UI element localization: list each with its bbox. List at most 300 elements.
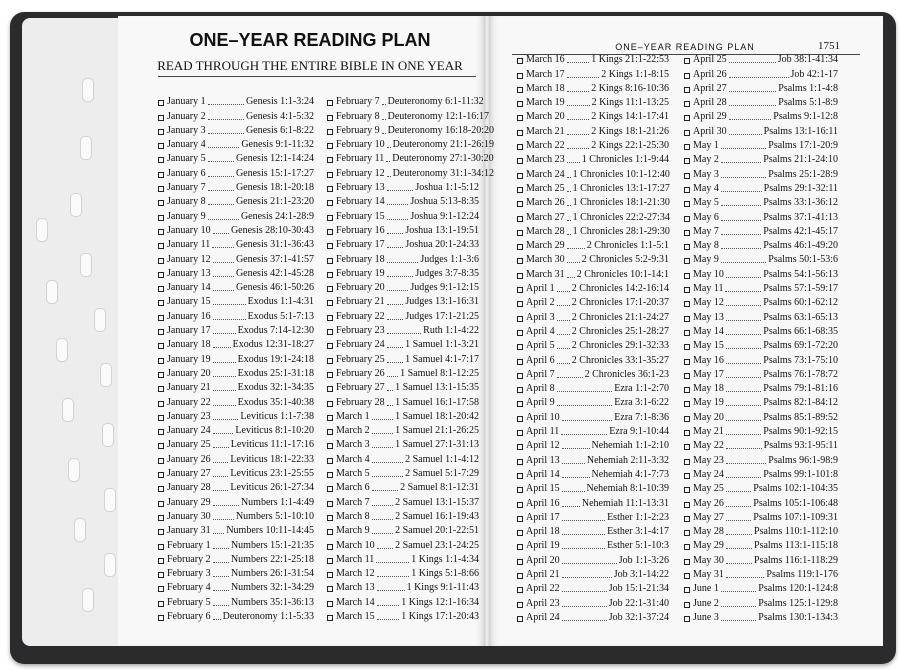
reading-entry — [684, 367, 838, 381]
dot-leader — [726, 377, 761, 378]
checkbox-icon[interactable] — [158, 229, 164, 235]
checkbox-icon[interactable] — [327, 443, 333, 449]
reading-date: January 14 — [167, 282, 211, 294]
dot-leader — [387, 176, 391, 177]
checkbox-icon[interactable] — [327, 129, 333, 135]
checkbox-icon[interactable] — [158, 458, 164, 464]
reading-passage: 1 Chronicles 1:1-9:44 — [581, 154, 669, 166]
checkbox-icon[interactable] — [327, 143, 333, 149]
checkbox-icon[interactable] — [517, 273, 523, 279]
checkbox-icon[interactable] — [158, 200, 164, 206]
reading-date: January 19 — [167, 353, 211, 365]
checkbox-icon[interactable] — [327, 472, 333, 478]
checkbox-icon[interactable] — [158, 300, 164, 306]
reading-date: January 27 — [167, 468, 211, 480]
dot-leader — [567, 205, 571, 206]
checkbox-icon[interactable] — [517, 444, 523, 450]
reading-entry — [158, 466, 314, 480]
dot-leader — [213, 490, 229, 491]
checkbox-icon[interactable] — [517, 416, 523, 422]
reading-entry — [684, 295, 838, 309]
reading-date: January 30 — [167, 510, 211, 522]
checkbox-icon[interactable] — [517, 173, 523, 179]
checkbox-icon[interactable] — [684, 559, 690, 565]
dot-leader — [372, 419, 394, 420]
reading-date: March 5 — [336, 468, 370, 480]
reading-entry — [327, 552, 479, 566]
dot-leader — [387, 376, 399, 377]
checkbox-icon[interactable] — [517, 502, 523, 508]
checkbox-icon[interactable] — [158, 544, 164, 550]
dot-leader — [562, 491, 585, 492]
reading-passage: Deuteronomy 21:1-26:19 — [392, 139, 494, 151]
reading-entry — [684, 338, 838, 352]
checkbox-icon[interactable] — [158, 601, 164, 607]
thumb-index-tab — [68, 458, 80, 482]
checkbox-icon[interactable] — [517, 373, 523, 379]
reading-passage: Joshua 20:1-24:33 — [405, 239, 479, 251]
checkbox-icon[interactable] — [327, 229, 333, 235]
reading-entry — [158, 237, 314, 251]
checkbox-icon[interactable] — [684, 430, 690, 436]
checkbox-icon[interactable] — [158, 472, 164, 478]
plan-subtitle: READ THROUGH THE ENTIRE BIBLE IN ONE YEAR — [157, 58, 463, 73]
reading-entry — [327, 251, 479, 265]
checkbox-icon[interactable] — [327, 586, 333, 592]
checkbox-icon[interactable] — [158, 358, 164, 364]
reading-date: January 21 — [167, 382, 211, 394]
checkbox-icon[interactable] — [158, 401, 164, 407]
dot-leader — [721, 248, 761, 249]
reading-date: April 4 — [526, 325, 555, 337]
checkbox-icon[interactable] — [158, 486, 164, 492]
reading-date: January 16 — [167, 310, 211, 322]
checkbox-icon[interactable] — [327, 386, 333, 392]
checkbox-icon[interactable] — [327, 501, 333, 507]
checkbox-icon[interactable] — [327, 258, 333, 264]
checkbox-icon[interactable] — [158, 129, 164, 135]
checkbox-icon[interactable] — [517, 602, 523, 608]
dot-leader — [567, 262, 580, 263]
checkbox-icon[interactable] — [327, 172, 333, 178]
thumb-index-tab — [82, 78, 94, 102]
reading-date: March 23 — [526, 154, 565, 166]
dot-leader — [557, 377, 583, 378]
reading-entry — [327, 223, 479, 237]
dot-leader — [726, 405, 761, 406]
checkbox-icon[interactable] — [327, 515, 333, 521]
checkbox-icon[interactable] — [517, 115, 523, 121]
dot-leader — [726, 534, 752, 535]
reading-entry — [327, 151, 494, 165]
checkbox-icon[interactable] — [684, 287, 690, 293]
checkbox-icon[interactable] — [684, 230, 690, 236]
reading-date: February 6 — [167, 610, 211, 622]
checkbox-icon[interactable] — [517, 244, 523, 250]
checkbox-icon[interactable] — [517, 87, 523, 93]
reading-date: February 26 — [336, 367, 385, 379]
checkbox-icon[interactable] — [327, 429, 333, 435]
checkbox-icon[interactable] — [684, 87, 690, 93]
checkbox-icon[interactable] — [327, 343, 333, 349]
checkbox-icon[interactable] — [684, 244, 690, 250]
checkbox-icon[interactable] — [327, 401, 333, 407]
checkbox-icon[interactable] — [327, 544, 333, 550]
reading-passage: Ezra 7:1-8:36 — [614, 411, 669, 423]
reading-passage: Leviticus 11:1-17:16 — [230, 439, 314, 451]
checkbox-icon[interactable] — [158, 343, 164, 349]
reading-entry — [517, 195, 669, 209]
checkbox-icon[interactable] — [684, 130, 690, 136]
dot-leader — [213, 462, 229, 463]
reading-entry — [327, 437, 479, 451]
dot-leader — [208, 161, 234, 162]
checkbox-icon[interactable] — [158, 172, 164, 178]
checkbox-icon[interactable] — [684, 58, 690, 64]
reading-date: March 6 — [336, 482, 370, 494]
reading-passage: Psalms 54:1-56:13 — [763, 268, 838, 280]
reading-passage: Psalms 25:1-28:9 — [768, 168, 838, 180]
checkbox-icon[interactable] — [158, 258, 164, 264]
checkbox-icon[interactable] — [684, 444, 690, 450]
checkbox-icon[interactable] — [158, 100, 164, 106]
reading-date: March 24 — [526, 168, 565, 180]
checkbox-icon[interactable] — [684, 516, 690, 522]
checkbox-icon[interactable] — [158, 315, 164, 321]
reading-date: April 9 — [526, 397, 555, 409]
checkbox-icon[interactable] — [517, 316, 523, 322]
reading-entry — [517, 567, 669, 581]
checkbox-icon[interactable] — [158, 415, 164, 421]
dot-leader — [729, 119, 772, 120]
checkbox-icon[interactable] — [517, 130, 523, 136]
checkbox-icon[interactable] — [684, 158, 690, 164]
checkbox-icon[interactable] — [684, 187, 690, 193]
checkbox-icon[interactable] — [517, 158, 523, 164]
reading-passage: 2 Chronicles 36:1-23 — [584, 368, 669, 380]
checkbox-icon[interactable] — [517, 216, 523, 222]
reading-date: February 18 — [336, 253, 385, 265]
checkbox-icon[interactable] — [684, 359, 690, 365]
checkbox-icon[interactable] — [158, 215, 164, 221]
reading-passage: 2 Chronicles 17:1-20:37 — [571, 297, 669, 309]
reading-passage: Deuteronomy 6:1-11:32 — [387, 96, 484, 108]
checkbox-icon[interactable] — [517, 359, 523, 365]
checkbox-icon[interactable] — [327, 615, 333, 621]
checkbox-icon[interactable] — [517, 344, 523, 350]
checkbox-icon[interactable] — [684, 273, 690, 279]
checkbox-icon[interactable] — [158, 529, 164, 535]
checkbox-icon[interactable] — [517, 573, 523, 579]
checkbox-icon[interactable] — [327, 100, 333, 106]
checkbox-icon[interactable] — [327, 572, 333, 578]
reading-entry — [517, 467, 669, 481]
checkbox-icon[interactable] — [517, 201, 523, 207]
checkbox-icon[interactable] — [684, 344, 690, 350]
reading-date: January 6 — [167, 167, 206, 179]
checkbox-icon[interactable] — [517, 544, 523, 550]
checkbox-icon[interactable] — [327, 300, 333, 306]
dot-leader — [567, 162, 580, 163]
checkbox-icon[interactable] — [684, 316, 690, 322]
reading-date: April 28 — [693, 97, 727, 109]
reading-date: April 3 — [526, 311, 555, 323]
dot-leader — [721, 262, 766, 263]
checkbox-icon[interactable] — [517, 587, 523, 593]
checkbox-icon[interactable] — [517, 301, 523, 307]
checkbox-icon[interactable] — [684, 544, 690, 550]
checkbox-icon[interactable] — [517, 516, 523, 522]
checkbox-icon[interactable] — [517, 387, 523, 393]
reading-date: May 28 — [693, 526, 724, 538]
dot-leader — [213, 262, 234, 263]
checkbox-icon[interactable] — [684, 258, 690, 264]
reading-date: January 2 — [167, 110, 206, 122]
checkbox-icon[interactable] — [158, 501, 164, 507]
checkbox-icon[interactable] — [684, 401, 690, 407]
reading-date: March 7 — [336, 496, 370, 508]
checkbox-icon[interactable] — [327, 272, 333, 278]
reading-passage: Ezra 1:1-2:70 — [614, 383, 669, 395]
checkbox-icon[interactable] — [327, 415, 333, 421]
reading-date: February 19 — [336, 267, 385, 279]
reading-entry — [684, 138, 838, 152]
checkbox-icon[interactable] — [158, 157, 164, 163]
checkbox-icon[interactable] — [327, 157, 333, 163]
checkbox-icon[interactable] — [327, 529, 333, 535]
checkbox-icon[interactable] — [158, 515, 164, 521]
reading-passage: Psalms 96:1-98:9 — [768, 454, 838, 466]
reading-date: January 12 — [167, 253, 211, 265]
checkbox-icon[interactable] — [327, 486, 333, 492]
reading-entry — [684, 95, 838, 109]
reading-date: June 1 — [693, 583, 719, 595]
reading-date: April 25 — [693, 54, 727, 66]
dot-leader — [213, 233, 229, 234]
checkbox-icon[interactable] — [684, 373, 690, 379]
checkbox-icon[interactable] — [684, 73, 690, 79]
reading-passage: 1 Kings 9:1-11:43 — [406, 582, 479, 594]
checkbox-icon[interactable] — [684, 587, 690, 593]
checkbox-icon[interactable] — [327, 215, 333, 221]
reading-entry — [158, 437, 314, 451]
dot-leader — [213, 376, 236, 377]
checkbox-icon[interactable] — [517, 187, 523, 193]
checkbox-icon[interactable] — [517, 330, 523, 336]
checkbox-icon[interactable] — [327, 315, 333, 321]
checkbox-icon[interactable] — [158, 329, 164, 335]
checkbox-icon[interactable] — [327, 329, 333, 335]
checkbox-icon[interactable] — [684, 616, 690, 622]
reading-column-3 — [517, 52, 669, 624]
dot-leader — [387, 204, 409, 205]
checkbox-icon[interactable] — [517, 487, 523, 493]
reading-passage: Psalms 105:1-106:48 — [753, 497, 838, 509]
dot-leader — [721, 191, 762, 192]
checkbox-icon[interactable] — [327, 186, 333, 192]
checkbox-icon[interactable] — [684, 459, 690, 465]
checkbox-icon[interactable] — [684, 487, 690, 493]
reading-date: January 20 — [167, 367, 211, 379]
dot-leader — [387, 147, 391, 148]
reading-passage: Leviticus 8:1-10:20 — [235, 425, 314, 437]
reading-date: January 23 — [167, 410, 211, 422]
checkbox-icon[interactable] — [158, 429, 164, 435]
dot-leader — [726, 563, 752, 564]
checkbox-icon[interactable] — [158, 386, 164, 392]
checkbox-icon[interactable] — [684, 144, 690, 150]
reading-passage: Job 22:1-31:40 — [608, 597, 669, 609]
reading-entry — [327, 108, 489, 122]
checkbox-icon[interactable] — [327, 200, 333, 206]
checkbox-icon[interactable] — [684, 330, 690, 336]
checkbox-icon[interactable] — [684, 216, 690, 222]
checkbox-icon[interactable] — [684, 473, 690, 479]
reading-date: May 7 — [693, 225, 719, 237]
reading-entry — [327, 94, 484, 108]
reading-entry — [327, 308, 479, 322]
checkbox-icon[interactable] — [158, 243, 164, 249]
title-rule — [158, 76, 476, 77]
checkbox-icon[interactable] — [327, 115, 333, 121]
reading-date: February 11 — [336, 153, 385, 165]
checkbox-icon[interactable] — [517, 144, 523, 150]
reading-entry — [158, 123, 314, 137]
dot-leader — [377, 605, 400, 606]
checkbox-icon[interactable] — [158, 143, 164, 149]
reading-date: April 21 — [526, 568, 560, 580]
reading-date: February 14 — [336, 196, 385, 208]
checkbox-icon[interactable] — [517, 459, 523, 465]
dot-leader — [377, 590, 405, 591]
checkbox-icon[interactable] — [517, 101, 523, 107]
dot-leader — [386, 161, 390, 162]
checkbox-icon[interactable] — [327, 601, 333, 607]
checkbox-icon[interactable] — [684, 602, 690, 608]
checkbox-icon[interactable] — [327, 243, 333, 249]
reading-date: March 13 — [336, 582, 375, 594]
checkbox-icon[interactable] — [158, 558, 164, 564]
reading-passage: Deuteronomy 31:1-34:12 — [392, 167, 494, 179]
reading-entry — [517, 123, 669, 137]
reading-date: March 19 — [526, 97, 565, 109]
reading-date: January 1 — [167, 96, 206, 108]
checkbox-icon[interactable] — [684, 173, 690, 179]
reading-date: January 5 — [167, 153, 206, 165]
dot-leader — [557, 334, 570, 335]
dot-leader — [213, 476, 229, 477]
checkbox-icon[interactable] — [684, 301, 690, 307]
checkbox-icon[interactable] — [158, 186, 164, 192]
reading-date: April 6 — [526, 354, 555, 366]
dot-leader — [387, 276, 414, 277]
checkbox-icon[interactable] — [684, 573, 690, 579]
checkbox-icon[interactable] — [158, 372, 164, 378]
reading-date: April 12 — [526, 440, 560, 452]
checkbox-icon[interactable] — [684, 115, 690, 121]
checkbox-icon[interactable] — [158, 443, 164, 449]
reading-passage: 2 Kings 8:16-10:36 — [591, 82, 669, 94]
dot-leader — [721, 234, 761, 235]
reading-passage: Nehemiah 2:11-3:32 — [586, 454, 669, 466]
checkbox-icon[interactable] — [327, 558, 333, 564]
dot-leader — [213, 433, 234, 434]
reading-date: March 3 — [336, 439, 370, 451]
reading-date: January 7 — [167, 182, 206, 194]
checkbox-icon[interactable] — [517, 530, 523, 536]
reading-date: January 26 — [167, 453, 211, 465]
reading-entry — [517, 481, 669, 495]
checkbox-icon[interactable] — [158, 115, 164, 121]
reading-passage: 2 Kings 22:1-25:30 — [591, 140, 669, 152]
dot-leader — [726, 334, 761, 335]
checkbox-icon[interactable] — [517, 258, 523, 264]
reading-entry — [517, 367, 669, 381]
reading-entry — [684, 381, 838, 395]
reading-entry — [327, 609, 479, 623]
checkbox-icon[interactable] — [327, 286, 333, 292]
reading-passage: Psalms 37:1-41:13 — [763, 211, 838, 223]
checkbox-icon[interactable] — [684, 530, 690, 536]
checkbox-icon[interactable] — [517, 473, 523, 479]
dot-leader — [729, 134, 762, 135]
reading-passage: Genesis 42:1-45:28 — [235, 267, 314, 279]
dot-leader — [729, 91, 777, 92]
reading-date: February 3 — [167, 568, 211, 580]
checkbox-icon[interactable] — [158, 586, 164, 592]
dot-leader — [726, 463, 766, 464]
dot-leader — [726, 363, 761, 364]
checkbox-icon[interactable] — [158, 272, 164, 278]
dot-leader — [726, 277, 761, 278]
reading-entry — [327, 237, 479, 251]
checkbox-icon[interactable] — [517, 58, 523, 64]
thumb-index-tab — [82, 588, 94, 612]
checkbox-icon[interactable] — [158, 572, 164, 578]
reading-date: March 25 — [526, 182, 565, 194]
checkbox-icon[interactable] — [684, 201, 690, 207]
checkbox-icon[interactable] — [517, 616, 523, 622]
checkbox-icon[interactable] — [158, 286, 164, 292]
checkbox-icon[interactable] — [517, 230, 523, 236]
checkbox-icon[interactable] — [327, 358, 333, 364]
checkbox-icon[interactable] — [517, 401, 523, 407]
checkbox-icon[interactable] — [684, 416, 690, 422]
checkbox-icon[interactable] — [517, 430, 523, 436]
checkbox-icon[interactable] — [327, 458, 333, 464]
checkbox-icon[interactable] — [158, 615, 164, 621]
dot-leader — [208, 133, 244, 134]
dot-leader — [557, 320, 570, 321]
dot-leader — [726, 448, 762, 449]
reading-entry — [158, 308, 314, 322]
reading-date: April 23 — [526, 597, 560, 609]
reading-entry — [517, 224, 669, 238]
checkbox-icon[interactable] — [517, 559, 523, 565]
checkbox-icon[interactable] — [684, 502, 690, 508]
reading-passage: Psalms 13:1-16:11 — [763, 125, 838, 137]
reading-passage: Psalms 99:1-101:8 — [763, 468, 838, 480]
reading-passage: 2 Chronicles 14:2-16:14 — [571, 283, 669, 295]
checkbox-icon[interactable] — [684, 101, 690, 107]
checkbox-icon[interactable] — [684, 387, 690, 393]
reading-entry — [327, 480, 479, 494]
checkbox-icon[interactable] — [327, 372, 333, 378]
checkbox-icon[interactable] — [517, 73, 523, 79]
reading-passage: Leviticus 18:1-22:33 — [230, 453, 314, 465]
checkbox-icon[interactable] — [517, 287, 523, 293]
dot-leader — [213, 304, 246, 305]
